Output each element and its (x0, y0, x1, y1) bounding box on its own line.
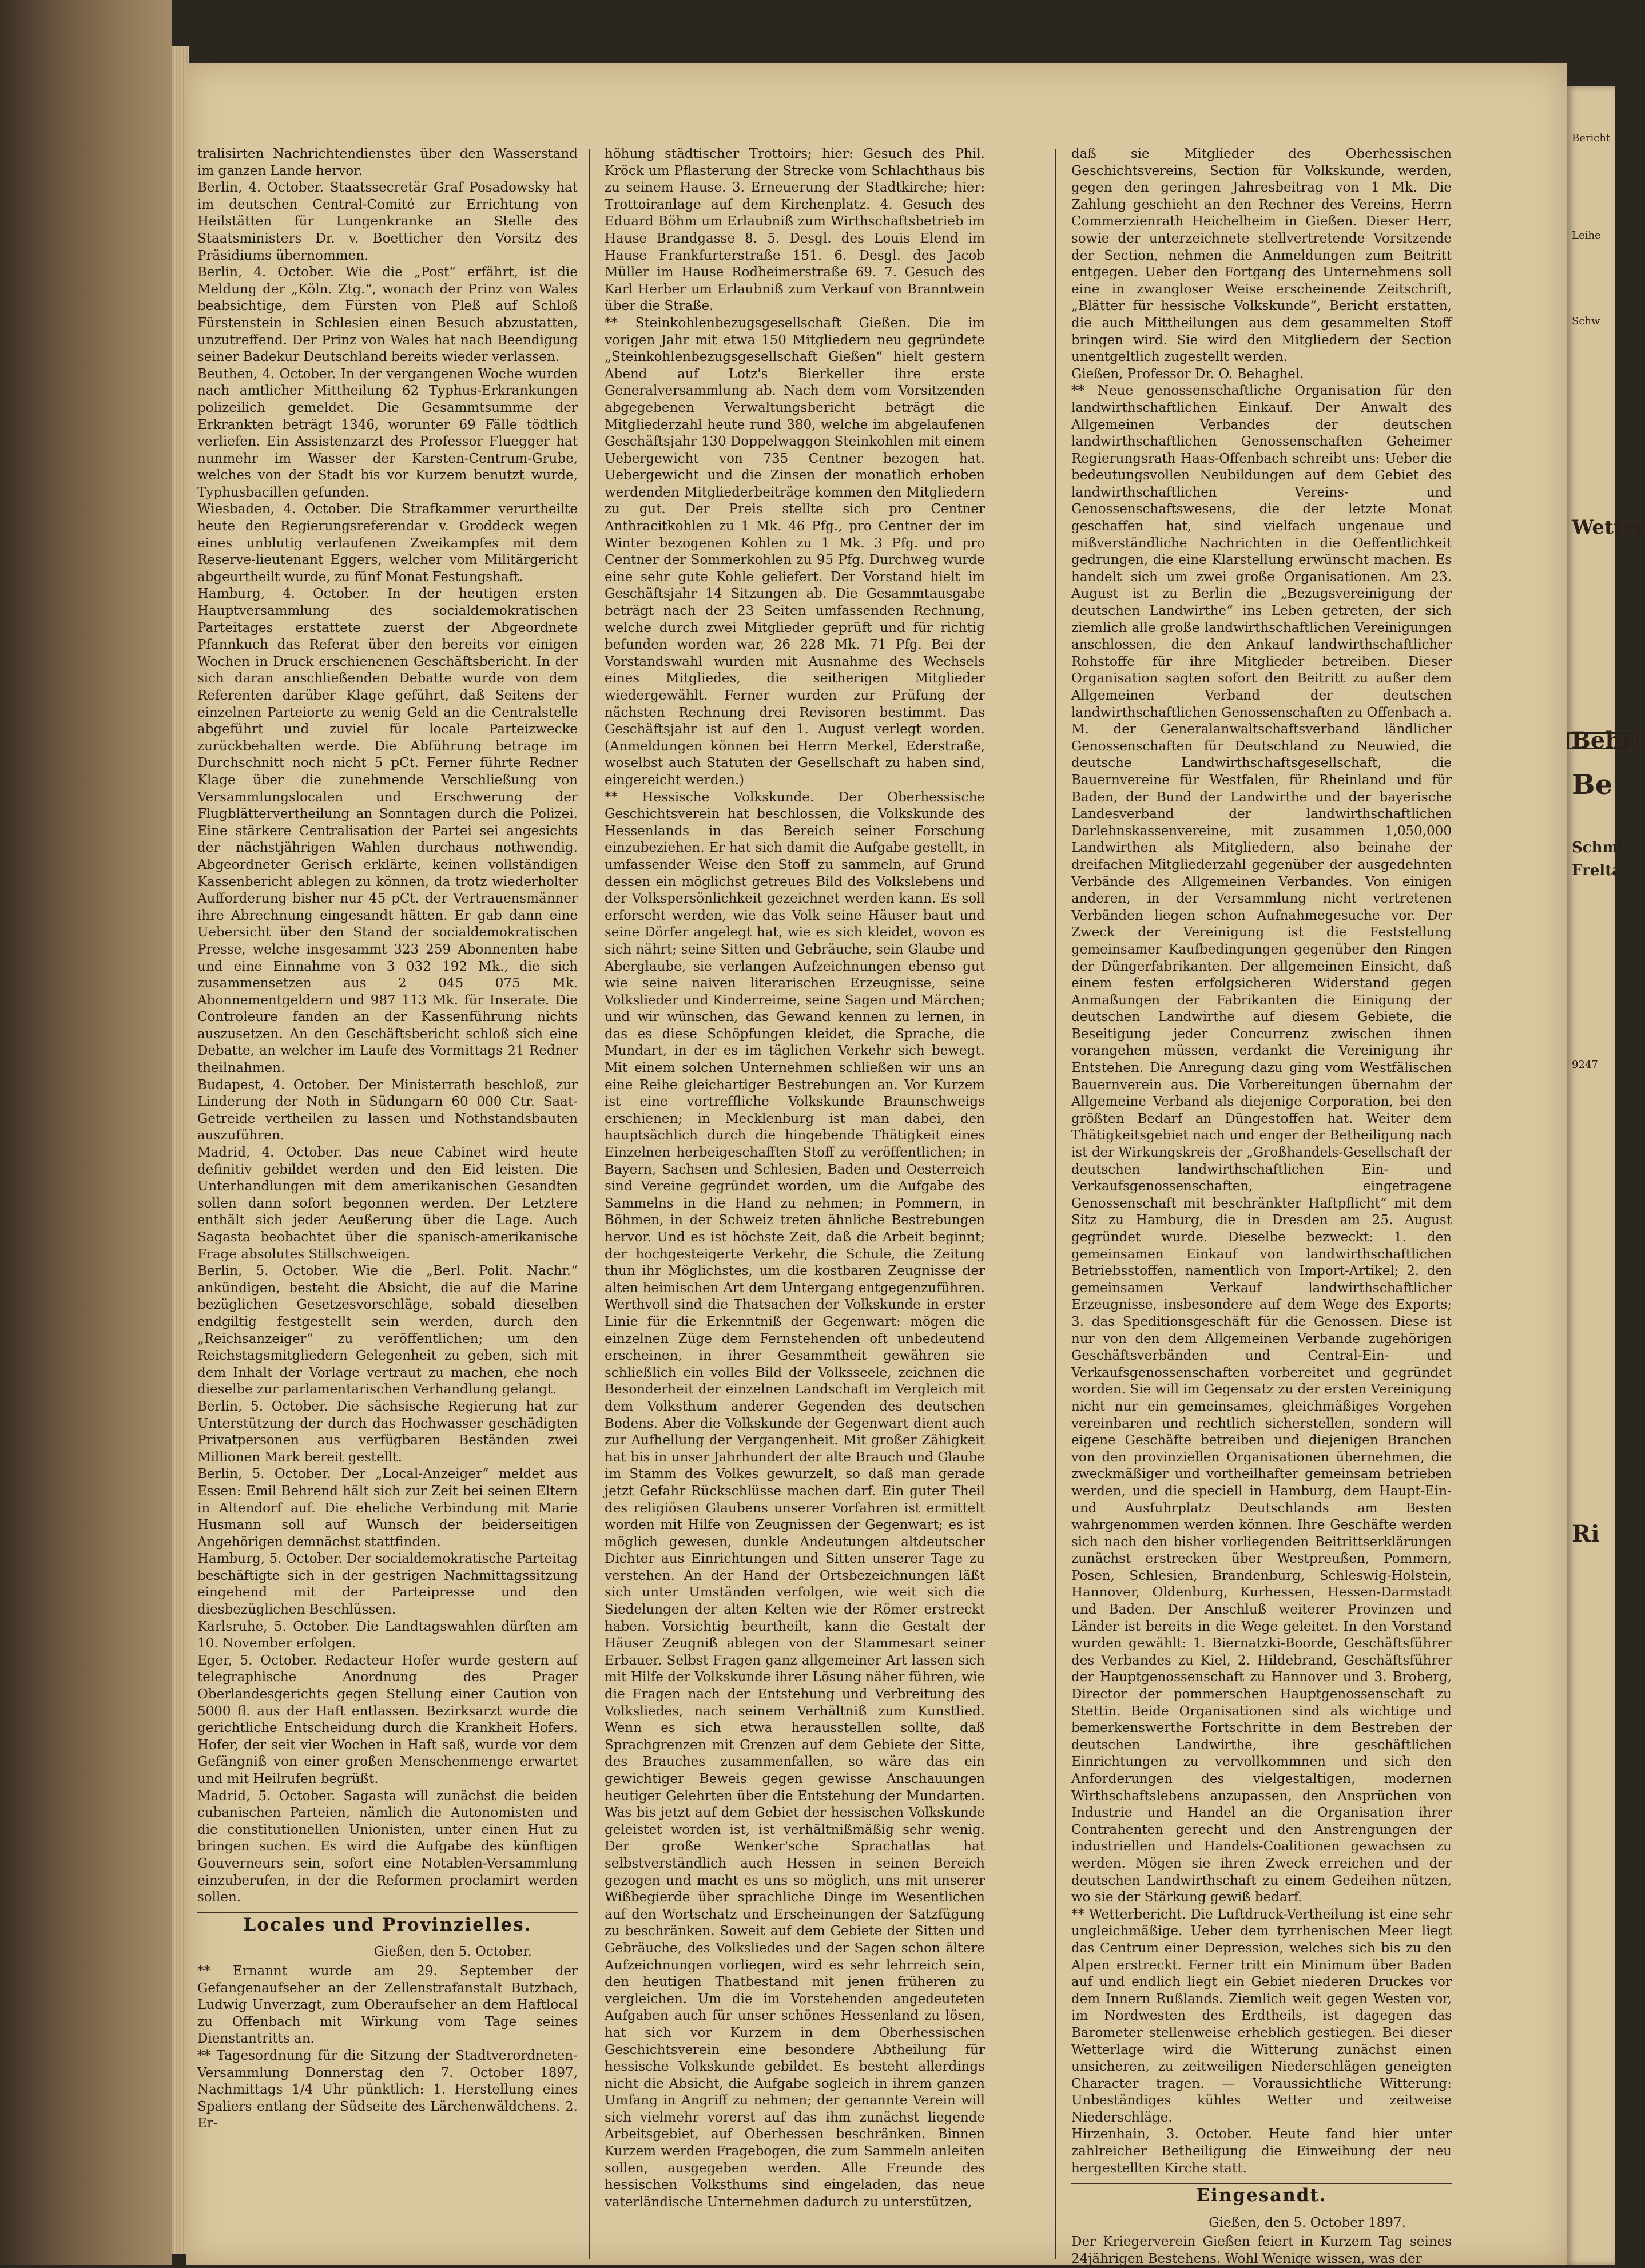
article-paragraph: höhung städtischer Trottoirs; hier: Gesuch des Phil. Kröck um Pflasterung der Strecke vom Schlachthaus bis zu seinem Hause. 3. Erneuerung der Stadtkirche; hier: Trottoiranlage auf dem Kirchenplatz. 4. Gesuch des Eduard Böhm um Erlaubniß zum Wirthschaftsbetrieb im Hause Brandgasse 8. 5. Desgl. des Louis Elend im Hause Frankfurterstraße 151. 6. Desgl. des Jacob Müller im Hause Rodheimerstraße 69. 7. Gesuch des Karl Herber um Erlaubniß zum Verkauf von Branntwein über die Straße. (605, 146, 985, 314)
next-page-fragment: 9247 (1572, 1059, 1598, 1071)
article-paragraph: Berlin, 4. October. Wie die „Post“ erfährt, ist die Meldung der „Köln. Ztg.“, wonach der Prinz von Wales beabsichtige, dem Fürsten von Pleß auf Schloß Fürstenstein in Schlesien einen Besuch abzustatten, unzutreffend. Der Prinz von Wales hat nach Beendigung seiner Badekur Deutschland bereits wieder verlassen. (197, 265, 578, 365)
next-page-fragment: Schw (1572, 315, 1600, 327)
next-page-fragment: Wetter (1572, 516, 1645, 539)
article-paragraph: Der Kriegerverein Gießen feiert in Kurzem Tag seines 24jährigen Bestehens. Wohl Wenige wissen, was der (1071, 2234, 1452, 2267)
article-paragraph: Hamburg, 4. October. In der heutigen ersten Hauptversammlung des socialdemokratischen Parteitages erstattete zuerst der Abgeordnete Pfannkuch das Referat über den bereits vor einigen Wochen in Druck erschienenen Geschäftsbericht. In der sich daran anschließenden Debatte wurde von dem Referenten darüber Klage geführt, daß Seitens der einzelnen Parteiorte zu wenig Geld an die Centralstelle abgeführt und zuviel für locale Parteizwecke zurückbehalten werde. Die Abführung betrage im Durchschnitt noch nicht 5 pCt. Ferner führte Redner Klage über die zunehmende Verschließung von Versammlungslocalen und Erschwerung der Flugblättervertheilung an Sonntagen durch die Polizei. Eine stärkere Centralisation der Partei sei angesichts der nächstjährigen Wahlen durchaus nothwendig. Abgeordneter Gerisch erklärte, keinen vollständigen Kassenbericht ablegen zu können, da trotz wiederholter Aufforderung bisher nur 45 pCt. der Vertrauensmänner ihre Abrechnung eingesandt hätten. Er gab dann eine Uebersicht über den Stand der socialdemokratischen Presse, welche insgesammt 323 259 Abonnenten habe und eine Einnahme von 3 032 192 Mk., die sich zusammensetzen aus 2 045 075 Mk. Abonnementgeldern und 987 113 Mk. für Inserate. Die Controleure fanden an der Kassenführung nichts auszusetzen. An den Geschäftsbericht schloß sich eine Debatte, an welcher im Laufe des Vormittags 21 Redner theilnahmen. (197, 586, 578, 1076)
section-title-eingesandt: Eingesandt. (1071, 2183, 1452, 2209)
next-page-fragment: Be (1572, 769, 1613, 801)
article-paragraph: ** Wetterbericht. Die Luftdruck-Vertheilung ist eine sehr ungleichmäßige. Ueber dem tyrrhenischen Meer liegt das Centrum einer Depression, welches sich bis zu den Alpen erstreckt. Ferner tritt ein Minimum über Baden auf und endlich liegt ein Gebiet niederen Druckes vor dem Innern Rußlands. Ziemlich weit gegen Westen vor, im Nordwesten des Erdtheils, ist dagegen das Barometer stellenweise erheblich gestiegen. Bei dieser Wetterlage wird die Witterung zunächst einen unsicheren, zu zeitweiligen Niederschlägen geneigten Character tragen. — Voraussichtliche Witterung: Unbeständiges kühles Wetter und zeitweise Niederschläge. (1071, 1906, 1452, 2125)
next-page-fragment: Frelta (1572, 862, 1622, 879)
dateline: Gießen, den 5. October 1897. (1209, 2215, 1406, 2230)
article-paragraph: Berlin, 5. October. Die sächsische Regierung hat zur Unterstützung der durch das Hochwasser geschädigten Privatpersonen aus verfügbaren Beständen zwei Millionen Mark bereit gestellt. (197, 1399, 578, 1465)
article-paragraph: daß sie Mitglieder des Oberhessischen Geschichtsvereins, Section für Volkskunde, werden, gegen den geringen Jahresbeitrag von 1 Mk. Die Zahlung geschieht an den Rechner des Vereins, Herrn Commerzienrath Heichelheim in Gießen. Dieser Herr, sowie der unterzeichnete stellvertretende Vorsitzende der Section, nehmen die Anmeldungen zum Beitritt entgegen. Ueber den Fortgang des Unternehmens soll eine in zwangloser Weise erscheinende Zeitschrift, „Blätter für hessische Volkskunde“, Bericht erstatten, die auch Mittheilungen aus dem gesammelten Stoff bringen wird. Sie wird den Mitgliedern der Section unentgeltlich zugestellt werden. (1071, 146, 1452, 365)
article-paragraph: Madrid, 4. October. Das neue Cabinet wird heute definitiv gebildet werden und den Eid leisten. Die Unterhandlungen mit dem amerikanischen Gesandten sollen dann sofort begonnen werden. Der Letztere enthält sich jeder Aeußerung über die Lage. Auch Sagasta beobachtet über die spanisch-amerikanische Frage absolutes Stillschweigen. (197, 1145, 578, 1262)
article-paragraph: Wiesbaden, 4. October. Die Strafkammer verurtheilte heute den Regierungsreferendar v. Groddeck wegen eines unblutig verlaufenen Zweikampfes mit dem Reserve-lieutenant Eggers, welcher vom Militärgericht abgeurtheilt wurde, zu fünf Monat Festungshaft. (197, 502, 578, 585)
next-page-fragment: Schmi (1572, 839, 1624, 856)
next-page-fragment: Ri (1572, 1520, 1600, 1547)
next-page-fragment: Leihe (1572, 229, 1601, 241)
article-paragraph: Berlin, 4. October. Staatssecretär Graf Posadowsky hat im deutschen Central-Comité zur Errichtung von Heilstätten für Lungenkranke an Stelle des Staatsministers Dr. v. Boetticher den Vorsitz des Präsidiums übernommen. (197, 180, 578, 263)
section-title-locales: Locales und Provinzielles. (197, 1912, 578, 1939)
newspaper-page (186, 63, 1567, 2265)
article-paragraph: Hamburg, 5. October. Der socialdemokratische Parteitag beschäftigte sich in der gestrigen Nachmittagssitzung eingehend mit der Parteipresse und den diesbezüglichen Beschlüssen. (197, 1551, 578, 1618)
article-paragraph: Beuthen, 4. October. In der vergangenen Woche wurden nach amtlicher Mittheilung 62 Typhus-Erkrankungen polizeilich gemeldet. Die Gesammtsumme der Erkrankten beträgt 1346, worunter 69 Fälle tödtlich verliefen. Ein Assistenzarzt des Professor Fluegger hat nunmehr im Wasser der Karsten-Centrum-Grube, welches von der Stadt bis vor Kurzem benutzt wurde, Typhusbacillen gefunden. (197, 366, 578, 500)
column-rule (1055, 149, 1056, 2259)
next-page-fragment: Bericht (1572, 132, 1611, 144)
article-paragraph: ** Neue genossenschaftliche Organisation für den landwirthschaftlichen Einkauf. Der Anwalt des Allgemeinen Verbandes der deutschen landwirthschaftlichen Genossenschaften Geheimer Regierungsrath Haas-Offenbach schreibt uns: Ueber die bedeutungsvollen Neubildungen auf dem Gebiet des landwirthschaftlichen Vereins- und Genossenschaftswesens, die der letzte Monat geschaffen hat, sind vielfach ungenaue und mißverständliche Nachrichten in die Oeffentlichkeit gedrungen, die eine Klarstellung erwünscht machen. Es handelt sich um zwei große Organisationen. Am 23. August ist zu Berlin die „Bezugsvereinigung der deutschen Landwirthe“ ins Leben getreten, der sich ziemlich alle große landwirthschaftlichen Vereinigungen anschlossen, die den Ankauf landwirthschaftlicher Rohstoffe für ihre Mitglieder betreiben. Dieser Organisation sagten sofort den Beitritt zu außer dem Allgemeinen Verband der deutschen landwirthschaftlichen Genossenschaften zu Offenbach a. M. der Generalanwaltschaftsverband ländlicher Genossenschaften für Deutschland zu Neuwied, die deutsche Landwirthschaftsgesellschaft, die Bauernvereine für Westfalen, für Rheinland und für Baden, der Bund der Landwirthe und der bayerische Landesverband der landwirthschaftlichen Darlehnskassenvereine, mit zusammen 1,050,000 Landwirthen als Mitgliedern, also beinahe der dreifachen Mitgliederzahl gegenüber der ausgedehnten Verbände des Allgemeinen Verbandes. Von einigen anderen, in der Versammlung nicht vertretenen Verbänden liegen schon Aufnahmegesuche vor. Der Zweck der Vereinigung ist die Feststellung gemeinsamer Kaufbedingungen gegenüber den Ringen der Düngerfabrikanten. Der allgemeinen Einsicht, daß einem festen erfolgsicheren Widerstand gegen Anmaßungen der Fabrikanten die Einigung der deutschen Landwirthe auf diesem Gebiete, die Beseitigung jeder Concurrenz zwischen ihnen vorangehen müssen, verdankt die Vereinigung ihr Entstehen. Die Anregung dazu ging vom Westfälischen Bauernverein aus. Die Vorbereitungen übernahm der Allgemeine Verband als diejenige Corporation, bei den größten Bedarf an Düngestoffen hat. Weiter dem Thätigkeitsgebiet nach und enger der Betheiligung nach ist der Wirkungskreis der „Großhandels-Gesellschaft der deutschen landwirthschaftlichen Ein- und Verkaufsgenossenschaften, eingetragene Genossenschaft mit beschränkter Haftpflicht“ mit dem Sitz zu Hamburg, die in Dresden am 25. August gegründet wurde. Dieselbe bezweckt: 1. den gemeinsamen Einkauf von landwirthschaftlichen Betriebsstoffen, namentlich von Import-Artikel; 2. den gemeinsamen Verkauf landwirthschaftlicher Erzeugnisse, insbesondere auf dem Wege des Exports; 3. das Speditionsgeschäft für die Genossen. Diese ist nur von den dem Allgemeinen Verbande zugehörigen Geschäftsverbänden und Central-Ein- und Verkaufsgenossenschaften vorbereitet und gegründet worden. Sie will im Gegensatz zu der ersten Vereinigung nicht nur ein gemeinsames, gleichmäßiges Vorgehen vereinbaren und rechtlich sicherstellen, sondern will eigene Geschäfte betreiben und diejenigen Branchen von den provinziellen Organisationen übernehmen, die zweckmäßiger und vortheilhafter gemeinsam betrieben werden, und die speciell in Hamburg, dem Haupt-Ein- und Ausfuhrplatz Deutschlands am Besten wahrgenommen werden können. Ihre Geschäfte werden sich nach den bisher vorliegenden Beitrittserklärungen zunächst erstrecken über Westpreußen, Pommern, Posen, Schlesien, Brandenburg, Schleswig-Holstein, Hannover, Oldenburg, Kurhessen, Hessen-Darmstadt und Baden. Der Anschluß weiterer Provinzen und Länder ist bereits in die Wege geleitet. In den Vorstand wurden gewählt: 1. Biernatzki-Boorde, Geschäftsführer des Verbandes zu Kiel, 2. Hildebrand, Geschäftsführer der Hauptgenossenschaft zu Hannover und 3. Broberg, Director der pommerschen Hauptgenossenschaft zu Stettin. Beide Organisationen sind als wichtige und bemerkenswerthe Fortschritte in dem Bestreben der deutschen Landwirthe, ihre geschäftlichen Einrichtungen zu vervollkommnen und sich den Anforderungen des vielgestaltigen, modernen Wirthschaftslebens anzupassen, den Ansprüchen von Industrie und Handel an die Organisation ihrer Contrahenten gerecht und den Anstrengungen der industriellen und Handels-Coalitionen gewachsen zu werden. Mögen sie ihren Zweck erreichen und der deutschen Landwirthschaft zu einem Gedeihen nützen, wo sie der Stärkung gewiß bedarf. (1071, 383, 1452, 1905)
article-paragraph: ** Steinkohlenbezugsgesellschaft Gießen. Die im vorigen Jahr mit etwa 150 Mitgliedern neu gegründete „Steinkohlenbezugsgesellschaft Gießen“ hielt gestern Abend auf Lotz's Bierkeller ihre erste Generalversammlung ab. Nach dem vom Vorsitzenden abgegebenen Verwaltungsbericht beträgt die Mitgliederzahl heute rund 380, welche im abgelaufenen Geschäftsjahr 130 Doppelwaggon Steinkohlen mit einem Uebergewicht von 735 Centner bezogen hat. Uebergewicht und die Zinsen der monatlich erhoben werdenden Mitgliederbeiträge kommen den Mitgliedern zu gut. Der Preis stellte sich pro Centner Anthracitkohlen zu 1 Mk. 46 Pfg., pro Centner der im Winter bezogenen Kohlen zu 1 Mk. 3 Pfg. und pro Centner der Sommerkohlen zu 95 Pfg. Durchweg wurde eine sehr gute Kohle geliefert. Der Vorstand hielt im Geschäftsjahr 14 Sitzungen ab. Die Gesammtausgabe beträgt nach der 23 Seiten umfassenden Rechnung, welche durch zwei Mitglieder geprüft und für richtig befunden worden war, 26 228 Mk. 71 Pfg. Bei der Vorstandswahl wurden mit Ausnahme des Wechsels eines Mitgliedes, die seitherigen Mitglieder wiedergewählt. Ferner wurden zur Prüfung der nächsten Rechnung drei Revisoren bestimmt. Das Geschäftsjahr ist auf den 1. August verlegt worden. (Anmeldungen können bei Herrn Merkel, Ederstraße, woselbst auch Statuten der Gesellschaft zu haben sind, eingereicht werden.) (605, 315, 985, 788)
article-paragraph: ** Hessische Volkskunde. Der Oberhessische Geschichtsverein hat beschlossen, die Volkskunde des Hessenlands in das Bereich seiner Forschung einzubeziehen. Er hat sich damit die Aufgabe gestellt, in umfassender Weise den Stoff zu sammeln, auf Grund dessen ein möglichst getreues Bild des Volkslebens und der Volkspersönlichkeit gezeichnet werden kann. Es soll erforscht werden, wie das Volk seine Häuser baut und seine Dörfer angelegt hat, wie es sich kleidet, wovon es sich nährt; seine Sitten und Gebräuche, sein Glaube und Aberglaube, sie verlangen Aufzeichnungen ebenso gut wie seine naiven literarischen Erzeugnisse, seine Volkslieder und Kinderreime, seine Sagen und Märchen; und wir wünschen, das Gewand kennen zu lernen, in das es diese Schöpfungen kleidet, die Sprache, die Mundart, in der es im täglichen Verkehr sich bewegt. Mit einem solchen Unternehmen schließen wir uns an eine Reihe gleichartiger Bestrebungen an. Vor Kurzem ist eine vortreffliche Volkskunde Braunschweigs erschienen; in Mecklenburg ist man dabei, den hauptsächlich durch die hingebende Thätigkeit eines Einzelnen herbeigeschafften Stoff zu veröffentlichen; in Bayern, Sachsen und Schlesien, Baden und Oesterreich sind Vereine gegründet worden, um die Aufgabe des Sammelns in die Hand zu nehmen; in Pommern, in Böhmen, in der Schweiz treten ähnliche Bestrebungen hervor. Und es ist höchste Zeit, daß die Arbeit beginnt; der hochgesteigerte Verkehr, die Schule, die Zeitung thun ihr Möglichstes, um die kostbaren Zeugnisse der alten heimischen Art dem Untergang entgegenzuführen. Werthvoll sind die Thatsachen der Volkskunde in erster Linie für die Erkenntniß der Gegenwart: mögen die einzelnen Züge dem Fernstehenden oft unbedeutend erscheinen, in ihrer Gesammtheit gewähren sie schließlich ein volles Bild der Volksseele, zeichnen die Besonderheit der einzelnen Landschaft im Vergleich mit dem Volksthum anderer Gegenden des deutschen Bodens. Aber die Volkskunde der Gegenwart dient auch zur Aufhellung der Vergangenheit. Mit großer Zähigkeit hat bis in unser Jahrhundert der alte Brauch und Glaube im Stamm des Volkes gewurzelt, so daß man gerade jetzt Gefahr Rückschlüsse machen darf. Ein guter Theil des religiösen Glaubens unserer Vorfahren ist ermittelt worden mit Hilfe von Zeugnissen der Gegenwart; es ist möglich gewesen, dunkle Andeutungen altdeutscher Dichter aus Einrichtungen und Sitten unserer Tage zu verstehen. An der Hand der Ortsbezeichnungen läßt sich unter Umständen verfolgen, wie weit sich die Siedelungen der alten Kelten wie der Römer erstreckt haben. Vorsichtig beurtheilt, kann die Gestalt der Häuser Zeugniß ablegen von der Stammesart seiner Erbauer. Selbst Fragen ganz allgemeiner Art lassen sich mit Hilfe der Volkskunde ihrer Lösung näher führen, wie die Fragen nach der Entstehung und Verbreitung des Volksliedes, nach seinem Verhältniß zum Kunstlied. Wenn es sich etwa herausstellen sollte, daß Sprachgrenzen mit Grenzen auf dem Gebiete der Sitte, des Brauches zusammenfallen, so wäre das ein gewichtiger Beweis gegen gewisse Anschauungen heutiger Gelehrten über die Entstehung der Mundarten. Was bis jetzt auf dem Gebiet der hessischen Volkskunde geleistet worden ist, ist verhältnißmäßig sehr wenig. Der große Wenker'sche Sprachatlas hat selbstverständlich auch Hessen in seinen Bereich gezogen und macht es uns so möglich, uns mit unserer Wißbegierde über sprachliche Dinge im Wesentlichen auf den Wortschatz und Erscheinungen der Satzfügung zu beschränken. Soweit auf dem Gebiete der Sitten und Gebräuche, des Volksliedes und der Sagen schon ältere Aufzeichnungen vorliegen, wird es sehr lehrreich sein, den heutigen Thatbestand mit jenen früheren zu vergleichen. Um die im Vorstehenden angedeuteten Aufgaben auch für unser schönes Hessenland zu lösen, hat sich vor Kurzem in dem Oberhessischen Geschichtsverein eine besondere Abtheilung für hessische Volkskunde gebildet. Es besteht allerdings nicht die Absicht, die Aufgabe sogleich in ihrem ganzen Umfang in Angriff zu nehmen; der genannte Verein will sich vielmehr vorerst auf das ihm zunächst liegende Arbeitsgebiet, auf Oberhessen beschränken. Binnen Kurzem werden Fragebogen, die zum Sammeln anleiten sollen, ausgegeben werden. Alle Freunde des hessischen Volksthums sind eingeladen, das neue vaterländische Unternehmen dadurch zu unterstützen, (605, 789, 985, 2210)
book-spine (0, 0, 172, 2265)
article-paragraph: ** Ernannt wurde am 29. September der Gefangenaufseher an der Zellenstrafanstalt Butzbach, Ludwig Unverzagt, zum Oberaufseher an dem Haftlocal zu Offenbach mit Wirkung vom Tage seines Dienstantritts an. (197, 1963, 578, 2047)
article-paragraph: Hirzenhain, 3. October. Heute fand hier unter zahlreicher Betheiligung die Einweihung der neu hergestellten Kirche statt. (1071, 2127, 1452, 2176)
article-paragraph: Madrid, 5. October. Sagasta will zunächst die beiden cubanischen Parteien, nämlich die Autonomisten und die constitutionellen Unionisten, unter einen Hut zu bringen suchen. Es wird die Aufgabe des künftigen Gouverneurs sein, sofort eine Notablen-Versammlung einzuberufen, in der die Reformen proclamirt werden sollen. (197, 1788, 578, 1905)
dateline: Gießen, den 5. October. (373, 1944, 532, 1960)
article-paragraph: Berlin, 5. October. Wie die „Berl. Polit. Nachr.“ ankündigen, besteht die Absicht, die auf die Marine bezüglichen Gesetzesvorschläge, sobald dieselben endgiltig festgestellt sein werden, durch den „Reichsanzeiger“ zu veröffentlichen; um den Reichstagsmitgliedern Gelegenheit zu geben, sich mit dem Inhalt der Vorlage vertraut zu machen, ehe noch dieselbe zur parlamentarischen Verhandlung gelangt. (197, 1264, 578, 1397)
column-1 (197, 146, 578, 2262)
adjacent-page-edge (1567, 86, 1645, 2265)
column-2 (605, 146, 985, 2262)
next-page-fragment: Behr (1567, 732, 1638, 749)
article-paragraph: Budapest, 4. October. Der Ministerrath beschloß, zur Linderung der Noth in Südungarn 60 000 Ctr. Saat-Getreide vertheilen zu lassen und Nothstandsbauten auszuführen. (197, 1077, 578, 1143)
column-rule (589, 149, 590, 2259)
article-paragraph: ** Tagesordnung für die Sitzung der Stadtverordneten-Versammlung Donnerstag den 7. October 1897, Nachmittags 1/4 Uhr pünktlich: 1. Herstellung eines Spaliers entlang der Südseite des Lärchenwäldchens. 2. Er- (197, 2048, 578, 2131)
article-paragraph: Karlsruhe, 5. October. Die Landtagswahlen dürften am 10. November erfolgen. (197, 1619, 578, 1651)
article-paragraph: Eger, 5. October. Redacteur Hofer wurde gestern auf telegraphische Anordnung des Prager Oberlandesgerichts gegen Stellung einer Caution von 5000 fl. aus der Haft entlassen. Bezirksarzt wurde die gerichtliche Entscheidung durch die Krankheit Hofers. Hofer, der seit vier Wochen in Haft saß, wurde vor dem Gefängniß von einer großen Menschenmenge erwartet und mit Heilrufen begrüßt. (197, 1653, 578, 1786)
article-paragraph: tralisirten Nachrichtendienstes über den Wasserstand im ganzen Lande hervor. (197, 146, 578, 178)
column-3 (1071, 146, 1452, 2267)
article-paragraph: Berlin, 5. October. Der „Local-Anzeiger“ meldet aus Essen: Emil Behrend hält sich zur Zeit bei seinen Eltern in Altendorf auf. Die eheliche Verbindung mit Marie Husmann soll auf Wunsch der beiderseitigen Angehörigen demnächst stattfinden. (197, 1467, 578, 1550)
signature-line: Gießen, Professor Dr. O. Behaghel. (1071, 366, 1304, 382)
